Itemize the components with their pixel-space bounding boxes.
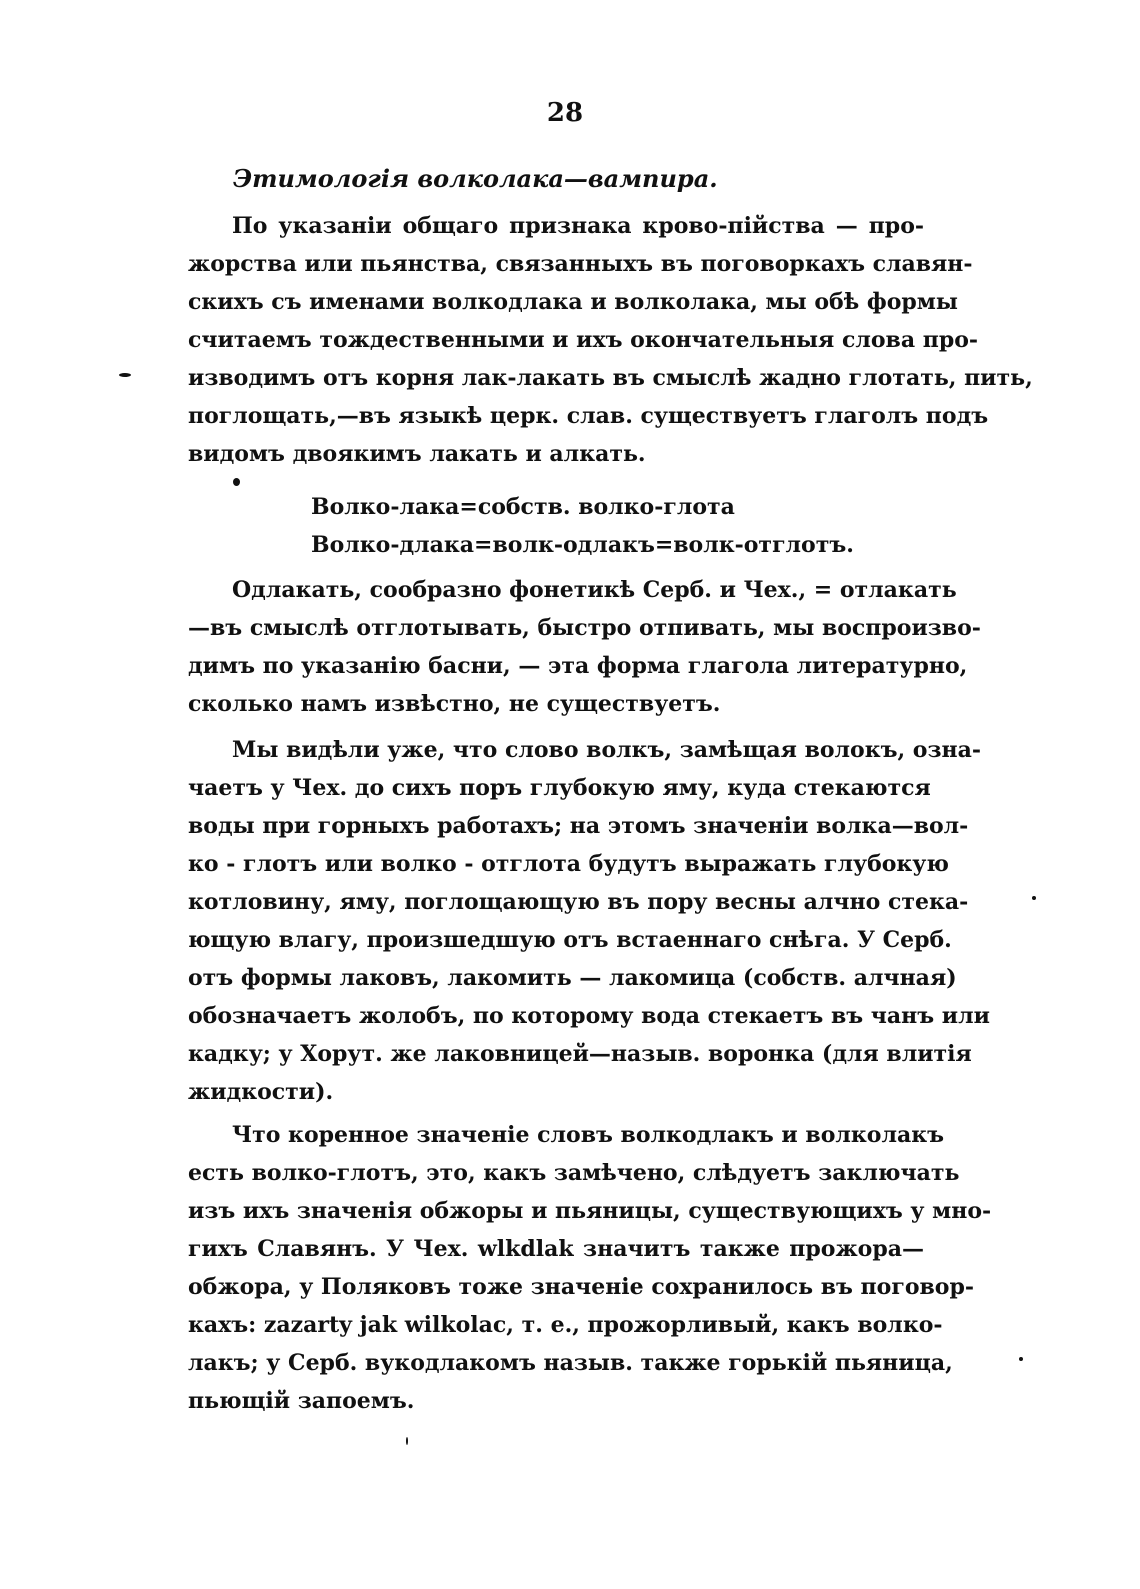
paragraph-line: ко - глотъ или волко - отглота будутъ выражать глубокую — [188, 851, 949, 877]
paragraph-line: Что коренное значеніе словъ волкодлакъ и волколакъ — [232, 1122, 944, 1148]
paragraph-line: жидкости). — [188, 1079, 334, 1105]
paragraph-line: котловину, яму, поглощающую въ пору весны алчно стека- — [188, 889, 969, 915]
paragraph-line: воды при горныхъ работахъ; на этомъ значеніи волка—вол- — [188, 813, 969, 839]
paragraph-line: По указаніи общаго признака крово-пійства — про- — [232, 213, 924, 239]
paragraph-line: пьющій запоемъ. — [188, 1388, 415, 1414]
paragraph-line: Мы видѣли уже, что слово волкъ, замѣщая волокъ, озна- — [232, 737, 981, 763]
scan-speck — [1032, 896, 1036, 900]
paragraph-line: Одлакать, сообразно фонетикѣ Серб. и Чех., = отлакать — [232, 577, 957, 603]
paragraph-line: лакъ; у Серб. вукодлакомъ назыв. также горькій пьяница, — [188, 1350, 953, 1376]
paragraph-line: отъ формы лаковъ, лакомить — лакомица (собств. алчная) — [188, 965, 957, 991]
paragraph-line: жорства или пьянства, связанныхъ въ поговоркахъ славян- — [188, 251, 973, 277]
scan-speck — [119, 373, 131, 377]
paragraph-line: кахъ: zazarty jak wilkolac, т. е., прожорливый, какъ волко- — [188, 1312, 943, 1338]
paragraph-line: видомъ двоякимъ лакать и алкать. — [188, 441, 646, 467]
section-heading: Этимологія волколака—вампира. — [233, 164, 718, 193]
paragraph-line: изводимъ отъ корня лак-лакать въ смыслѣ жадно глотать, пить, — [188, 365, 1033, 391]
paragraph-line: —въ смыслѣ отглотывать, быстро отпивать, мы воспроизво- — [188, 615, 981, 641]
paragraph-line: чаетъ у Чех. до сихъ поръ глубокую яму, куда стекаются — [188, 775, 931, 801]
paragraph-line: обжора, у Поляковъ тоже значеніе сохранилось въ поговор- — [188, 1274, 974, 1300]
paragraph-line: поглощать,—въ языкѣ церк. слав. существуетъ глаголъ подъ — [188, 403, 989, 429]
formula-line: Волко-лака=собств. волко-глота — [311, 494, 735, 520]
paragraph-line: сколько намъ извѣстно, не существуетъ. — [188, 691, 721, 717]
paragraph-line: кадку; у Хорут. же лаковницей—назыв. воронка (для влитія — [188, 1041, 972, 1067]
paragraph-line: обозначаетъ жолобъ, по которому вода стекаетъ въ чанъ или — [188, 1003, 990, 1029]
formula-line: Волко-длака=волк-одлакъ=волк-отглотъ. — [311, 532, 854, 558]
paragraph-line: гихъ Славянъ. У Чех. wlkdlak значитъ также прожора— — [188, 1236, 924, 1262]
paragraph-line: ющую влагу, произшедшую отъ встаеннаго снѣга. У Серб. — [188, 927, 952, 953]
scan-speck — [406, 1437, 408, 1445]
paragraph-line: скихъ съ именами волкодлака и волколака, мы обѣ формы — [188, 289, 958, 315]
scan-speck — [233, 478, 240, 486]
paragraph-line: изъ ихъ значенія обжоры и пьяницы, существующихъ у мно- — [188, 1198, 992, 1224]
paragraph-line: есть волко-глотъ, это, какъ замѣчено, слѣдуетъ заключать — [188, 1160, 960, 1186]
paragraph-line: димъ по указанію басни, — эта форма глагола литературно, — [188, 653, 968, 679]
paragraph-line: считаемъ тождественными и ихъ окончательныя слова про- — [188, 327, 979, 353]
page-number: 28 — [546, 98, 584, 128]
scan-speck — [1019, 1357, 1023, 1361]
